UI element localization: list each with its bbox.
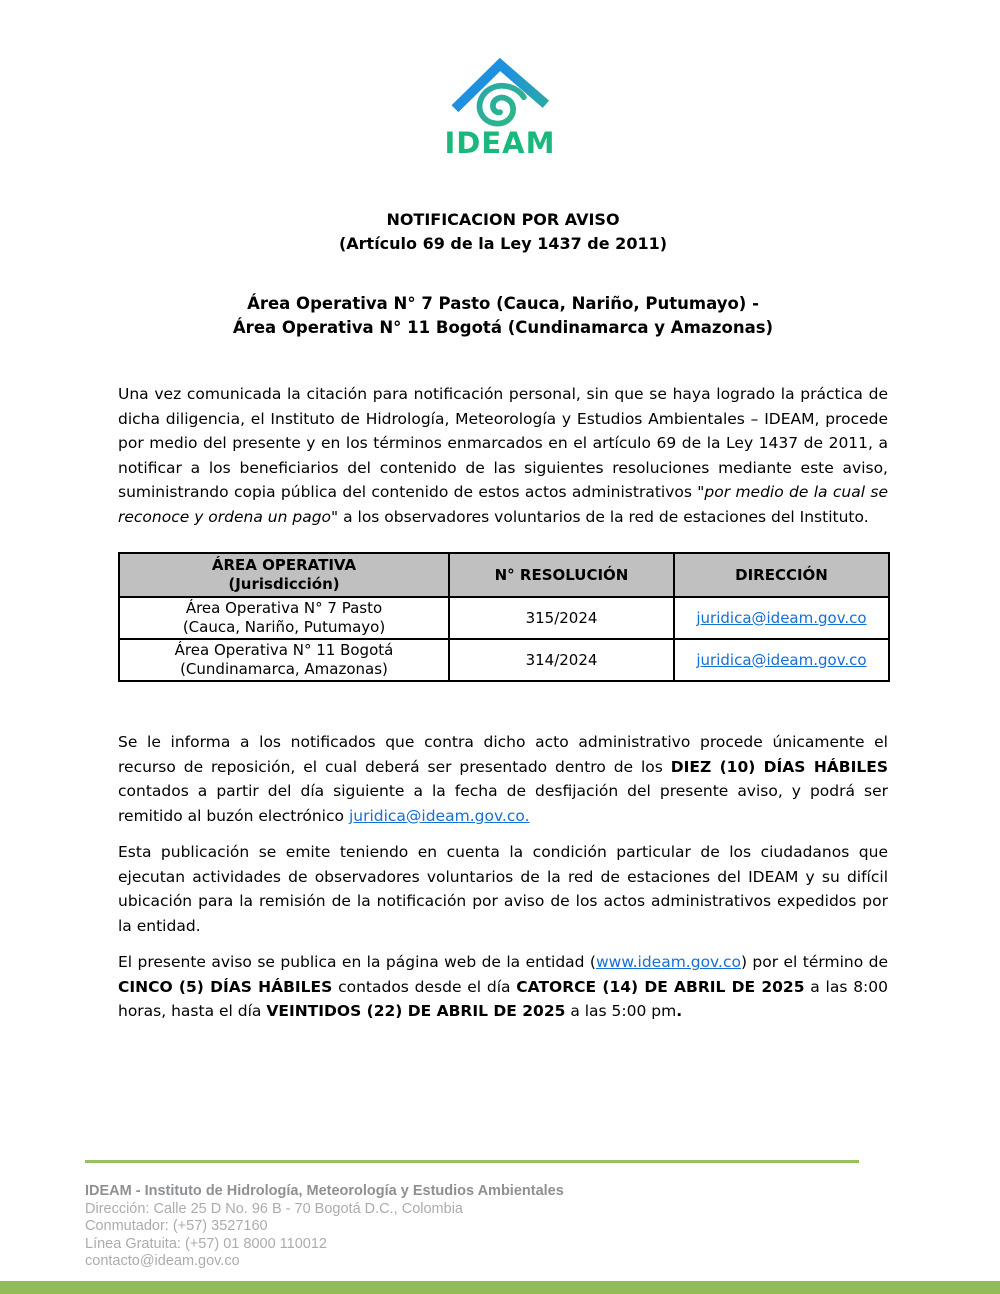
text-segment: Se le informa a los notificados que contra dicho acto administrativo procede únicamente el recurso de reposición, el cual deberá ser presentado dentro de los xyxy=(118,733,888,776)
paragraph-condicion xyxy=(118,840,888,938)
footer-address: Dirección: Calle 25 D No. 96 B - 70 Bogotá D.C., Colombia xyxy=(85,1200,463,1217)
table-cell-area: Área Operativa N° 11 Bogotá (Cundinamarca, Amazonas) xyxy=(119,639,449,681)
document-subtitle xyxy=(118,292,888,340)
ideam-logo-icon xyxy=(447,50,553,132)
footer-phone: Conmutador: (+57) 3527160 xyxy=(85,1218,268,1234)
footer-text xyxy=(85,1183,859,1271)
table-cell-resolucion: 315/2024 xyxy=(449,597,674,639)
table-link-email[interactable]: juridica@ideam.gov.co xyxy=(696,650,867,669)
table-row xyxy=(119,639,889,681)
table-header-row xyxy=(119,553,889,597)
document-title xyxy=(118,208,888,256)
inline-link[interactable]: www.ideam.gov.co xyxy=(595,953,741,971)
text-segment: El presente aviso se publica en la página web de la entidad ( xyxy=(118,953,596,971)
text-segment: a las 8:00 horas, hasta el día xyxy=(118,977,889,1020)
table-header-resolucion: N° RESOLUCIÓN xyxy=(449,553,674,597)
inline-link[interactable]: juridica@ideam.gov.co. xyxy=(348,806,530,825)
table-cell-area: Área Operativa N° 7 Pasto (Cauca, Nariño, Putumayo) xyxy=(119,597,449,639)
logo-swirl-shape xyxy=(480,86,524,124)
title-line-1: NOTIFICACION POR AVISO xyxy=(386,210,620,229)
footer-tollfree: Línea Gratuita: (+57) 01 8000 110012 xyxy=(85,1235,327,1252)
footer xyxy=(85,1160,859,1271)
document-content xyxy=(118,208,888,1024)
subtitle-line-2: Área Operativa N° 11 Bogotá (Cundinamarca y Amazonas) xyxy=(232,318,774,337)
table-header-direccion: DIRECCIÓN xyxy=(674,553,889,597)
text-segment: Una vez comunicada la citación para notificación personal, sin que se haya logrado la práctica de dicha diligencia, el Instituto de Hidrología, Meteorología y Estudios Ambientales – IDEAM, procede por medio del presente y en los términos enmarcados en el artículo 69 de la Ley 1437 de 2011, a notificar a los beneficiarios del contenido de las siguientes resoluciones mediante este aviso, suministrando copia pública del contenido de estos actos administrativos xyxy=(118,385,888,501)
table-row xyxy=(119,597,889,639)
paragraph-recurso xyxy=(118,730,888,828)
text-segment: a los observadores voluntarios de la red de estaciones del Instituto. xyxy=(338,507,869,526)
text-segment: ) por el término de xyxy=(740,953,888,971)
text-segment: VEINTIDOS (22) DE ABRIL DE 2025 xyxy=(266,1002,566,1020)
table-header-area: ÁREA OPERATIVA (Jurisdicción) xyxy=(119,553,449,597)
footer-org-name: IDEAM - Instituto de Hidrología, Meteorología y Estudios Ambientales xyxy=(85,1183,564,1199)
title-line-2: (Artículo 69 de la Ley 1437 de 2011) xyxy=(338,234,668,253)
text-segment: Esta publicación se emite teniendo en cuenta la condición particular de los ciudadanos que ejecutan actividades de observadores voluntarios de la red de estaciones del IDEAM y su difícil ubicación para la remisión de la notificación por aviso de los actos administrativos expedidos por la entidad. xyxy=(118,843,888,935)
paragraph-publicacion xyxy=(118,950,888,1024)
text-segment: DIEZ (10) DÍAS HÁBILES xyxy=(670,757,889,776)
text-segment: contados a partir del día siguiente a la fecha de desfijación del presente aviso, y podrá ser remitido al buzón electrónico xyxy=(118,782,888,825)
table-cell-direccion xyxy=(674,639,889,681)
table-cell-direccion xyxy=(674,597,889,639)
ideam-wordmark: IDEAM xyxy=(444,126,556,160)
body-copy xyxy=(118,382,888,1024)
table-body xyxy=(119,597,889,681)
bottom-accent-bar xyxy=(0,1281,1000,1294)
paragraph-intro xyxy=(118,382,888,529)
table-link-email[interactable]: juridica@ideam.gov.co xyxy=(696,608,867,627)
text-segment: a las 5:00 pm xyxy=(565,1002,677,1020)
footer-divider xyxy=(85,1160,859,1163)
text-segment: "por medio de la cual se reconoce y ordena un pago" xyxy=(118,483,888,526)
text-segment: CINCO (5) DÍAS HÁBILES xyxy=(118,977,333,996)
text-segment: contados desde el día xyxy=(332,977,517,996)
text-segment: . xyxy=(676,1002,683,1020)
logo xyxy=(0,0,1000,158)
footer-email: contacto@ideam.gov.co xyxy=(85,1253,240,1269)
text-segment: CATORCE (14) DE ABRIL DE 2025 xyxy=(516,977,805,996)
subtitle-line-1: Área Operativa N° 7 Pasto (Cauca, Nariño, Putumayo) - xyxy=(247,294,759,313)
table-cell-resolucion: 314/2024 xyxy=(449,639,674,681)
resolutions-table xyxy=(118,552,890,682)
